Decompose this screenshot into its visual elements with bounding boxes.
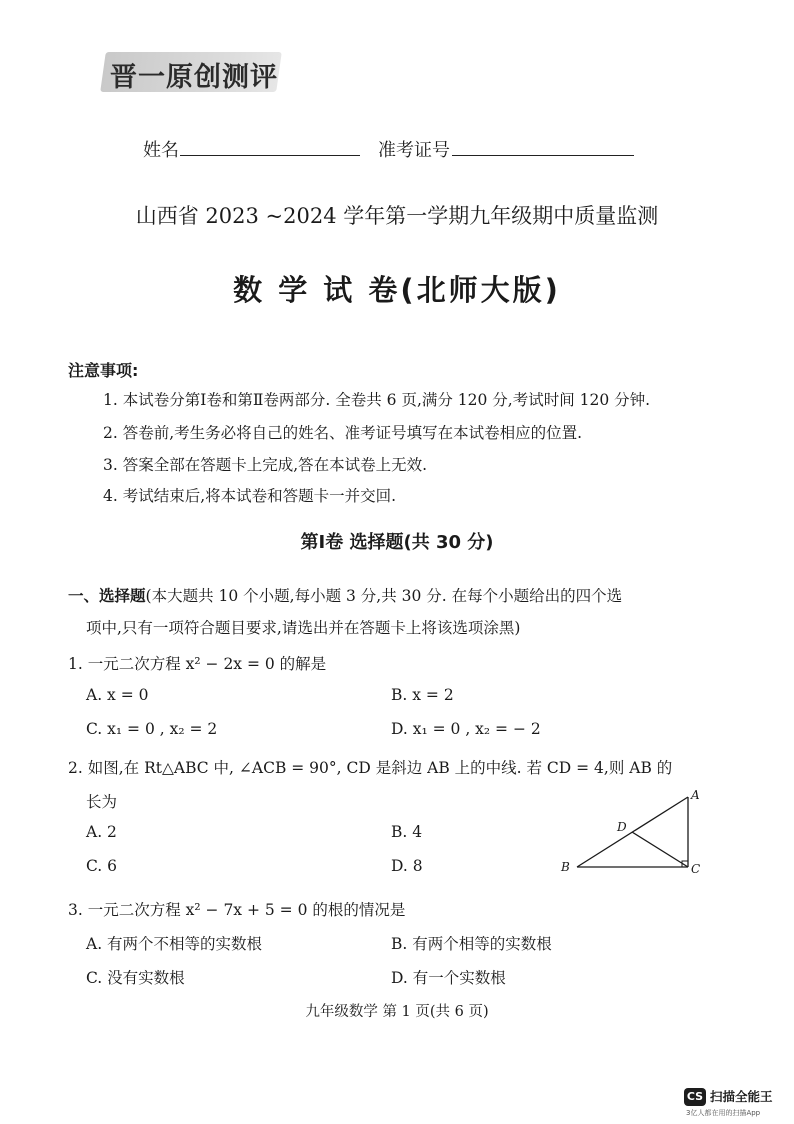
question-3-option-b: B. 有两个相等的实数根	[391, 935, 552, 953]
camscanner-tagline: 3亿人都在用的扫描App	[686, 1109, 761, 1117]
exam-number-label: 准考证号	[378, 140, 450, 161]
triangle-diagram	[555, 785, 715, 885]
camscanner-name: 扫描全能王	[710, 1089, 773, 1104]
section-intro	[68, 584, 622, 606]
question-3-option-d: D. 有一个实数根	[391, 969, 506, 987]
section-intro-label: 一、选择题	[68, 587, 146, 605]
notice-item: 3. 答案全部在答题卡上完成,答在本试卷上无效.	[103, 456, 428, 474]
name-field-line[interactable]	[180, 155, 360, 156]
vertex-label-c: C	[691, 862, 701, 876]
exam-title: 数 学 试 卷(北师大版)	[233, 273, 561, 307]
vertex-label-b: B	[561, 860, 570, 874]
page-footer: 九年级数学 第 1 页(共 6 页)	[305, 1004, 489, 1020]
question-1-stem: 1. 一元二次方程 x² − 2x = 0 的解是	[68, 655, 327, 673]
notice-item: 1. 本试卷分第Ⅰ卷和第Ⅱ卷两部分. 全卷共 6 页,满分 120 分,考试时间 120 分钟.	[103, 391, 651, 409]
section-title: 第Ⅰ卷 选择题(共 30 分)	[300, 532, 494, 553]
question-3-option-c: C. 没有实数根	[86, 969, 185, 987]
vertex-label-d: D	[617, 820, 627, 834]
section-intro-line2: 项中,只有一项符合题目要求,请选出并在答题卡上将该选项涂黑)	[86, 619, 521, 637]
question-1-option-a: A. x = 0	[86, 686, 149, 704]
question-2-option-a: A. 2	[86, 823, 117, 841]
section-intro-text: (本大题共 10 个小题,每小题 3 分,共 30 分. 在每个小题给出的四个选	[145, 587, 623, 605]
question-3-stem: 3. 一元二次方程 x² − 7x + 5 = 0 的根的情况是	[68, 901, 406, 919]
notice-heading: 注意事项:	[68, 361, 139, 380]
question-1-option-d: D. x₁ = 0 , x₂ = − 2	[391, 720, 541, 738]
vertex-label-a: A	[691, 788, 700, 802]
question-2-stem: 2. 如图,在 Rt△ABC 中, ∠ACB = 90°, CD 是斜边 AB 上的中线. 若 CD = 4,则 AB 的	[68, 759, 673, 777]
name-label: 姓名	[143, 140, 179, 161]
question-2-option-b: B. 4	[391, 823, 423, 841]
camscanner-logo-icon: CS	[684, 1088, 706, 1106]
question-1-option-c: C. x₁ = 0 , x₂ = 2	[86, 720, 218, 738]
question-2-stem-continued: 长为	[86, 793, 118, 811]
exam-header-line: 山西省 2023 ~2024 学年第一学期九年级期中质量监测	[135, 204, 659, 228]
median-cd	[632, 832, 688, 867]
question-3-option-a: A. 有两个不相等的实数根	[86, 935, 263, 953]
question-2-option-c: C. 6	[86, 857, 118, 875]
notice-item: 2. 答卷前,考生务必将自己的姓名、准考证号填写在本试卷相应的位置.	[103, 424, 583, 442]
exam-number-field-line[interactable]	[452, 155, 634, 156]
notice-item: 4. 考试结束后,将本试卷和答题卡一并交回.	[103, 487, 397, 505]
question-1-option-b: B. x = 2	[391, 686, 454, 704]
brand-logo-text: 晋一原创测评	[110, 62, 278, 93]
question-2-option-d: D. 8	[391, 857, 423, 875]
